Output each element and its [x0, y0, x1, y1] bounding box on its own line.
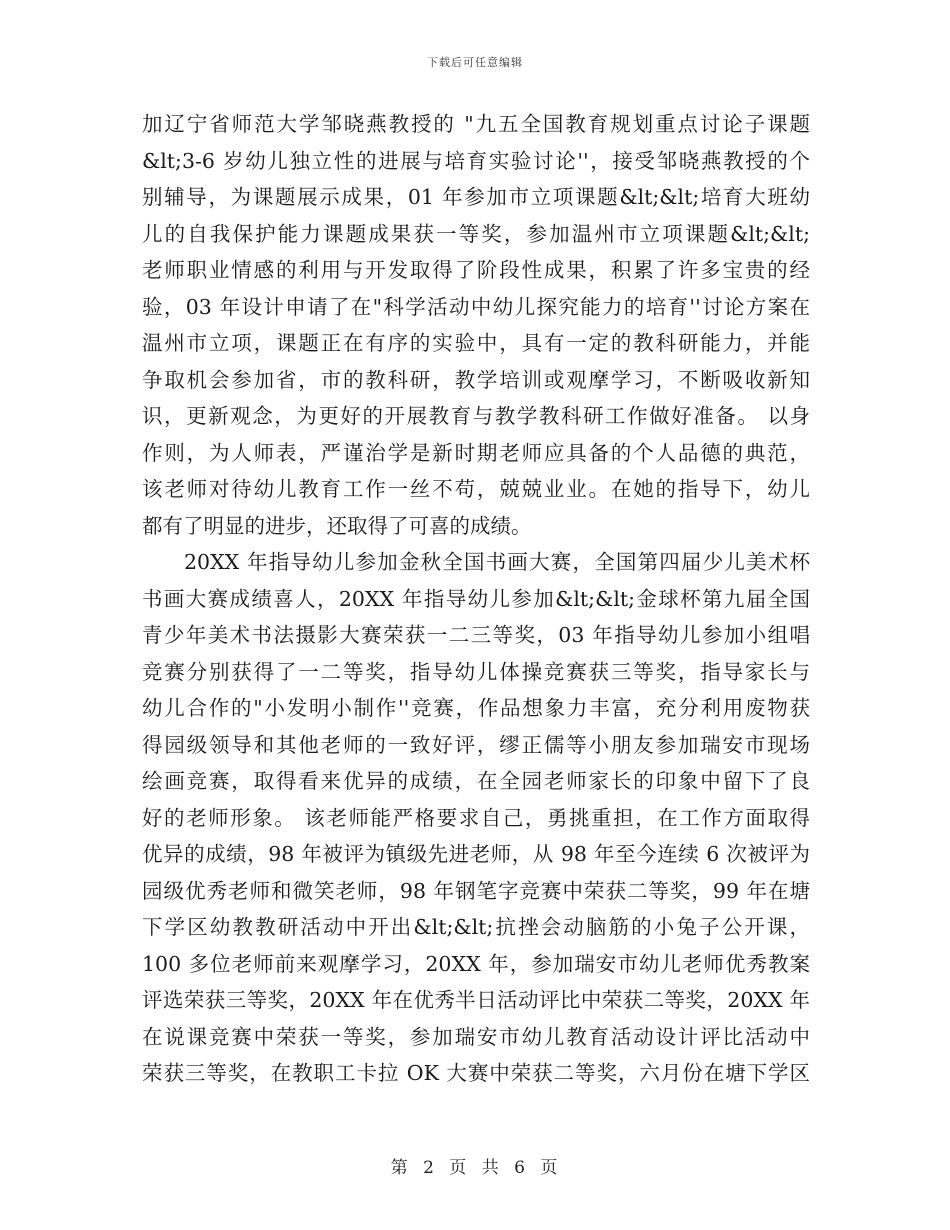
text-line: 荣获三等奖，在教职工卡拉 OK 大赛中荣获二等奖，六月份在塘下学区 — [142, 1061, 810, 1085]
text-line: 下学区幼教教研活动中开出&lt;&lt;抗挫会动脑筋的小兔子公开课， — [142, 915, 810, 939]
text-line: 园级优秀老师和微笑老师，98 年钢笔字竞赛中荣获二等奖，99 年在塘 — [142, 878, 810, 903]
text-line: 竞赛分别获得了一二等奖，指导幼儿体操竞赛获三等奖，指导家长与 — [142, 659, 810, 684]
text-line: 加辽宁省师范大学邹晓燕教授的 "九五全国教育规划重点讨论子课题 — [142, 112, 810, 136]
text-line: &lt;3-6 岁幼儿独立性的进展与培育实验讨论''，接受邹晓燕教授的个 — [142, 148, 810, 173]
text-line: 验，03 年设计申请了在"科学活动中幼儿探究能力的培育''讨论方案在 — [142, 294, 810, 319]
text-line: 优异的成绩，98 年被评为镇级先进老师，从 98 年至今连续 6 次被评为 — [142, 842, 810, 866]
paragraph — [142, 544, 810, 1092]
text-line: 在说课竞赛中荣获一等奖，参加瑞安市幼儿教育活动设计评比活动中 — [142, 1024, 810, 1049]
text-line: 识，更新观念，为更好的开展教育与教学教科研工作做好准备。 以身 — [142, 404, 810, 428]
text-line: 幼儿合作的"小发明小制作''竞赛，作品想象力丰富，充分利用废物获 — [142, 696, 810, 720]
text-line: 书画大赛成绩喜人，20XX 年指导幼儿参加&lt;&lt;金球杯第九届全国 — [142, 586, 810, 611]
page-number: 第 2 页 共 6 页 — [390, 1158, 560, 1178]
text-line: 温州市立项，课题正在有序的实验中，具有一定的教科研能力，并能 — [142, 331, 810, 355]
text-line: 儿的自我保护能力课题成果获一等奖，参加温州市立项课题&lt;&lt; — [142, 221, 810, 246]
text-line: 好的老师形象。 该老师能严格要求自己，勇挑重担，在工作方面取得 — [142, 805, 810, 830]
text-line: 20XX 年指导幼儿参加金秋全国书画大赛，全国第四届少儿美术杯 — [184, 550, 810, 574]
text-line: 评选荣获三等奖，20XX 年在优秀半日活动评比中荣获二等奖，20XX 年 — [142, 988, 810, 1012]
text-line: 作则，为人师表，严谨治学是新时期老师应具备的个人品德的典范， — [142, 440, 810, 465]
text-line: 青少年美术书法摄影大赛荣获一二三等奖，03 年指导幼儿参加小组唱 — [142, 623, 810, 647]
page-header-note: 下载后可任意编辑 — [427, 56, 523, 69]
text-line: 都有了明显的进步，还取得了可喜的成绩。 — [142, 513, 532, 538]
text-line: 争取机会参加省，市的教科研，教学培训或观摩学习，不断吸收新知 — [142, 367, 810, 392]
text-line: 老师职业情感的利用与开发取得了阶段性成果，积累了许多宝贵的经 — [142, 258, 810, 282]
document-body — [142, 106, 810, 1092]
text-line: 得园级领导和其他老师的一致好评，缪正儒等小朋友参加瑞安市现场 — [142, 732, 810, 757]
text-line: 该老师对待幼儿教育工作一丝不苟，兢兢业业。在她的指导下，幼儿 — [142, 477, 810, 501]
text-line: 别辅导，为课题展示成果，01 年参加市立项课题&lt;&lt;培育大班幼 — [142, 185, 810, 209]
paragraph — [142, 106, 810, 544]
text-line: 100 多位老师前来观摩学习，20XX 年，参加瑞安市幼儿老师优秀教案 — [142, 951, 810, 976]
text-line: 绘画竞赛，取得看来优异的成绩，在全园老师家长的印象中留下了良 — [142, 769, 810, 793]
